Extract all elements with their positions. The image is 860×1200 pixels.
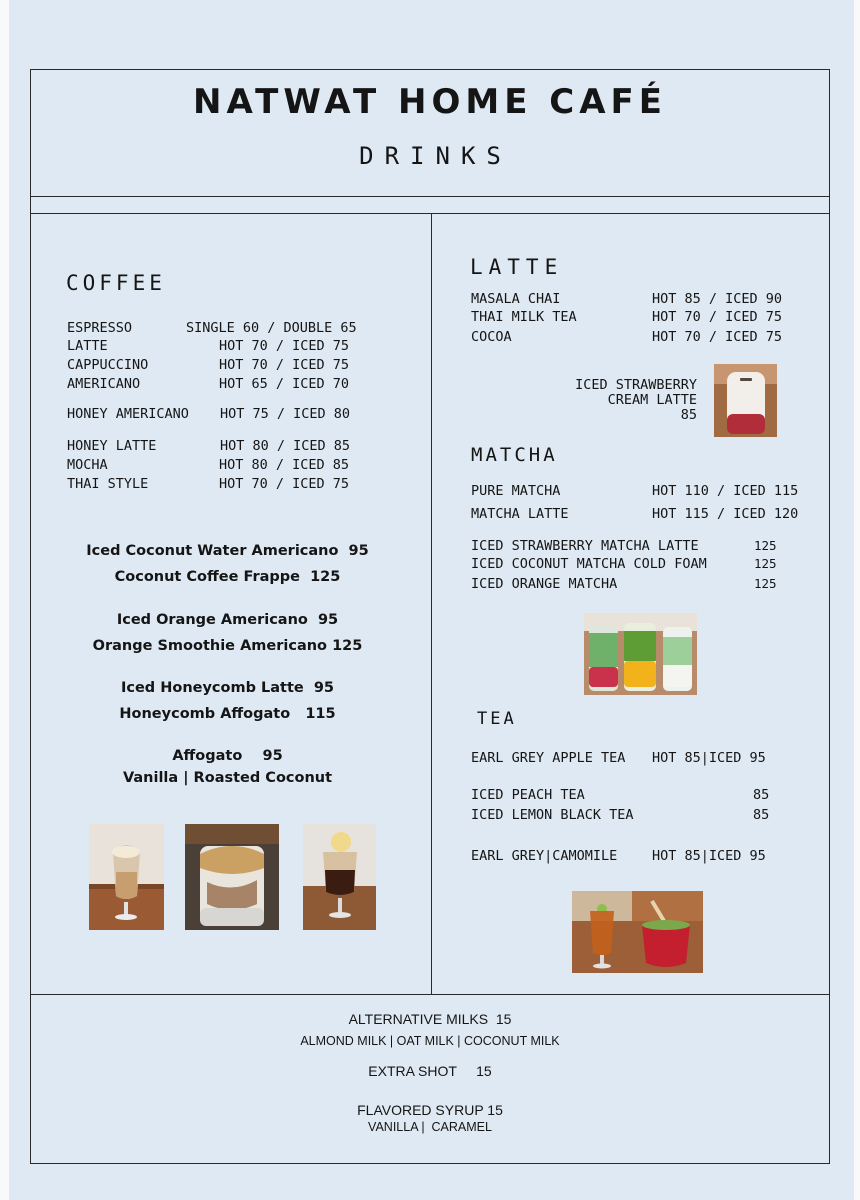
page-edge <box>854 0 860 1200</box>
item-price: 125 <box>754 538 777 553</box>
header-divider <box>30 213 830 214</box>
feature-item-name: CREAM LATTE <box>607 392 697 408</box>
list-item <box>67 357 387 375</box>
item-price: HOT 75 / ICED 80 <box>220 406 351 422</box>
alt-milks-options: ALMOND MILK | OAT MILK | COCONUT MILK <box>300 1034 560 1048</box>
item-name: LATTE <box>67 338 108 354</box>
drink-photo <box>714 364 777 437</box>
item-price: 85 <box>753 787 770 803</box>
list-item <box>471 329 811 347</box>
special-item: Iced Coconut Water Americano 95 <box>86 543 369 559</box>
list-item <box>471 848 801 866</box>
header-divider <box>30 196 830 197</box>
item-price: HOT 110 / ICED 115 <box>652 483 799 499</box>
list-item <box>471 538 811 556</box>
item-name: ESPRESSO <box>67 320 133 336</box>
item-price: HOT 85|ICED 95 <box>652 750 766 766</box>
item-name: ICED ORANGE MATCHA <box>471 576 618 592</box>
special-item: Coconut Coffee Frappe 125 <box>114 569 341 585</box>
column-divider <box>431 213 432 994</box>
list-item <box>67 406 387 424</box>
list-item <box>67 376 387 394</box>
special-item: Iced Orange Americano 95 <box>116 612 339 628</box>
drink-photo <box>89 824 164 930</box>
item-price: HOT 80 / ICED 85 <box>220 438 351 454</box>
item-price: HOT 70 / ICED 75 <box>652 309 783 325</box>
feature-item-name: ICED STRAWBERRY <box>575 377 697 393</box>
item-price: HOT 115 / ICED 120 <box>652 506 799 522</box>
item-price: HOT 70 / ICED 75 <box>219 338 350 354</box>
tea-title: TEA <box>477 709 517 729</box>
item-name: MASALA CHAI <box>471 291 561 307</box>
alt-milks-label: ALTERNATIVE MILKS 15 <box>348 1011 512 1027</box>
item-name: THAI MILK TEA <box>471 309 577 325</box>
list-item <box>471 556 811 574</box>
item-name: ICED LEMON BLACK TEA <box>471 807 634 823</box>
item-name: HONEY AMERICANO <box>67 406 189 422</box>
extra-shot-label: EXTRA SHOT 15 <box>368 1063 492 1079</box>
item-price: HOT 65 / ICED 70 <box>219 376 350 392</box>
coffee-title: COFFEE <box>66 271 166 295</box>
drink-photo <box>572 891 703 973</box>
item-name: EARL GREY|CAMOMILE <box>471 848 618 864</box>
list-item <box>471 506 816 524</box>
item-price: HOT 85 / ICED 90 <box>652 291 783 307</box>
item-name: ICED STRAWBERRY MATCHA LATTE <box>471 538 699 554</box>
special-item: Iced Honeycomb Latte 95 <box>120 680 335 696</box>
item-name: ICED COCONUT MATCHA COLD FOAM <box>471 556 707 572</box>
syrup-options: VANILLA | CARAMEL <box>368 1120 492 1134</box>
latte-title: LATTE <box>470 255 564 279</box>
item-name: MOCHA <box>67 457 108 473</box>
item-name: HONEY LATTE <box>67 438 157 454</box>
frame-bottom <box>30 1163 830 1164</box>
footer-divider <box>30 994 830 995</box>
item-price: HOT 70 / ICED 75 <box>652 329 783 345</box>
page-title: NATWAT HOME CAFÉ <box>193 82 667 122</box>
item-price: SINGLE 60 / DOUBLE 65 <box>186 320 357 336</box>
item-price: HOT 80 / ICED 85 <box>219 457 350 473</box>
list-item <box>67 320 387 338</box>
item-name: CAPPUCCINO <box>67 357 149 373</box>
item-price: 85 <box>753 807 770 823</box>
list-item <box>471 309 811 327</box>
page-edge <box>0 0 9 1200</box>
special-item: Vanilla | Roasted Coconut <box>122 770 333 786</box>
item-name: THAI STYLE <box>67 476 149 492</box>
frame-left <box>30 69 31 1164</box>
list-item <box>471 750 801 768</box>
item-name: PURE MATCHA <box>471 483 561 499</box>
item-name: MATCHA LATTE <box>471 506 569 522</box>
matcha-title: MATCHA <box>471 444 558 466</box>
special-item: Honeycomb Affogato 115 <box>119 706 336 722</box>
item-name: AMERICANO <box>67 376 141 392</box>
item-name: COCOA <box>471 329 512 345</box>
feature-item-price: 85 <box>680 407 697 423</box>
special-item: Affogato 95 <box>172 748 283 764</box>
list-item <box>67 338 387 356</box>
list-item <box>67 438 387 456</box>
drink-photo <box>303 824 376 930</box>
list-item <box>471 291 811 309</box>
list-item <box>471 576 811 594</box>
frame-right <box>829 69 830 1164</box>
item-price: HOT 70 / ICED 75 <box>219 357 350 373</box>
list-item <box>471 807 801 825</box>
frame-top <box>30 69 830 70</box>
list-item <box>471 483 816 501</box>
page-subtitle: DRINKS <box>359 142 512 170</box>
item-price: HOT 70 / ICED 75 <box>219 476 350 492</box>
list-item <box>67 476 387 494</box>
drink-photo <box>584 613 697 695</box>
item-price: 125 <box>754 576 777 591</box>
syrup-label: FLAVORED SYRUP 15 <box>357 1102 503 1118</box>
item-name: EARL GREY APPLE TEA <box>471 750 626 766</box>
special-item: Orange Smoothie Americano 125 <box>92 638 363 654</box>
drink-photo <box>185 824 279 930</box>
list-item <box>67 457 387 475</box>
item-price: HOT 85|ICED 95 <box>652 848 766 864</box>
item-name: ICED PEACH TEA <box>471 787 585 803</box>
item-price: 125 <box>754 556 777 571</box>
list-item <box>471 787 801 805</box>
